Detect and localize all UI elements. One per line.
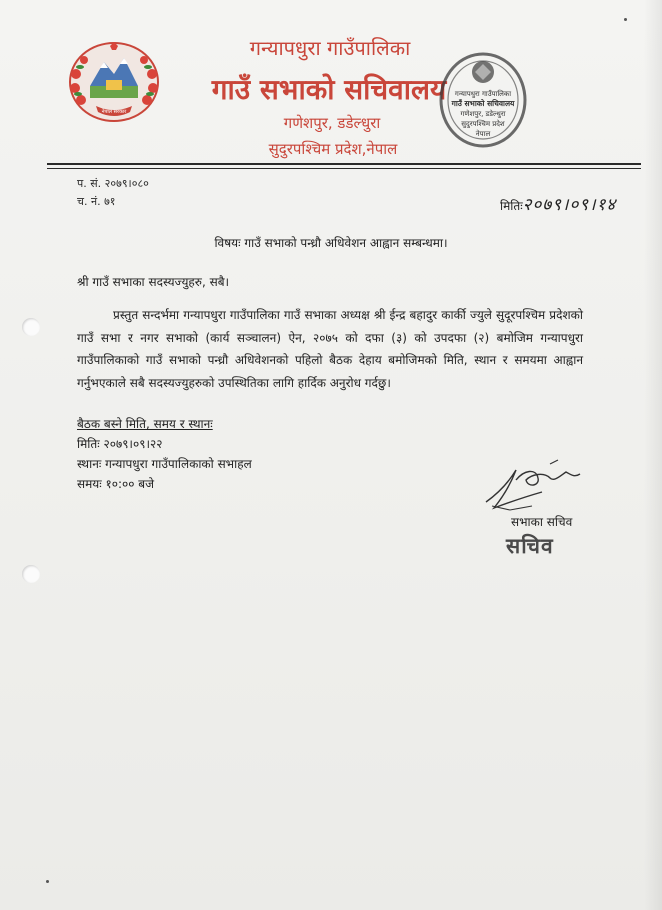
seal-text-4: सुदुरपश्चिम प्रदेश [461, 120, 505, 128]
header-rule-thin [47, 168, 641, 169]
date-value: २०७९।०९।१४ [522, 195, 617, 215]
meeting-date: मितिः २०७९।०९।२२ [77, 437, 163, 451]
letter-number: प. सं. २०७९।०८० [77, 177, 149, 190]
letter-subject: विषयः गाउँ सभाको पन्ध्रौ अधिवेशन आह्वान सम्बन्धमा। [214, 236, 448, 250]
scan-speck [46, 880, 49, 883]
province-address: सुदुरपश्चिम प्रदेश,नेपाल [268, 140, 398, 158]
seal-text-1: गन्यापधुरा गाउँपालिका [454, 90, 512, 98]
addressee: श्री गाउँ सभाका सदस्यज्युहरु, सबै। [77, 275, 230, 289]
punch-hole-bottom [22, 565, 40, 583]
body-paragraph: प्रस्तुत सन्दर्भमा गन्यापधुरा गाउँपालिका गाउँ सभाका अध्यक्ष श्री ईन्द्र बहादुर कार्की ज्युले सुदूरपश्चिम प्रदेशको गाउँ सभा र नगर सभाको (कार्य सञ्चालन) ऐन, २०७५ को दफा (३) को उपदफा (२) बमोजिम गन्यापधुरा गाउँपालिकाको गाउँ सभाको पन्ध्रौ अधिवेशनको पहिलो बैठक देहाय बमोजिमको मिति, स्थान र समयमा आह्वान गर्नुभएकाले सबै सदस्यज्युहरुको उपस्थितिका लागि हार्दिक अनुरोध गर्दछु। [77, 308, 583, 390]
seal-text-3: गणेशपुर, डडेल्धुरा [460, 110, 506, 118]
office-address: गणेशपुर, डडेल्धुरा [283, 114, 381, 132]
header-rule-thick [47, 163, 641, 165]
seal-text-5: नेपाल [475, 130, 491, 138]
date-label: मितिः [500, 199, 523, 213]
page-edge-shadow [644, 0, 662, 910]
secretary-stamp: सचिव [506, 533, 554, 558]
nepal-emblem-icon [66, 40, 162, 124]
meeting-time: समयः १०:०० बजे [77, 477, 155, 491]
office-name: गाउँ सभाको सचिवालय [211, 73, 447, 106]
dispatch-number: च. नं. ७१ [77, 195, 116, 208]
scan-speck [624, 18, 627, 21]
seal-text-2: गाउँ सभाको सचिवालय [451, 99, 515, 108]
office-seal-stamp [437, 50, 529, 150]
signatory-title: सभाका सचिव [511, 515, 573, 529]
meeting-venue: स्थानः गन्यापधुरा गाउँपालिकाको सभाहल [77, 457, 252, 471]
handwritten-signature [480, 456, 590, 518]
emblem-ribbon-text: नेपाल सरकार [101, 109, 127, 115]
punch-hole-top [22, 318, 40, 336]
municipality-name: गन्यापधुरा गाउँपालिका [249, 36, 411, 60]
letter-date [500, 192, 616, 215]
meeting-details-title: बैठक बस्ने मिति, समय र स्थानः [77, 417, 213, 431]
